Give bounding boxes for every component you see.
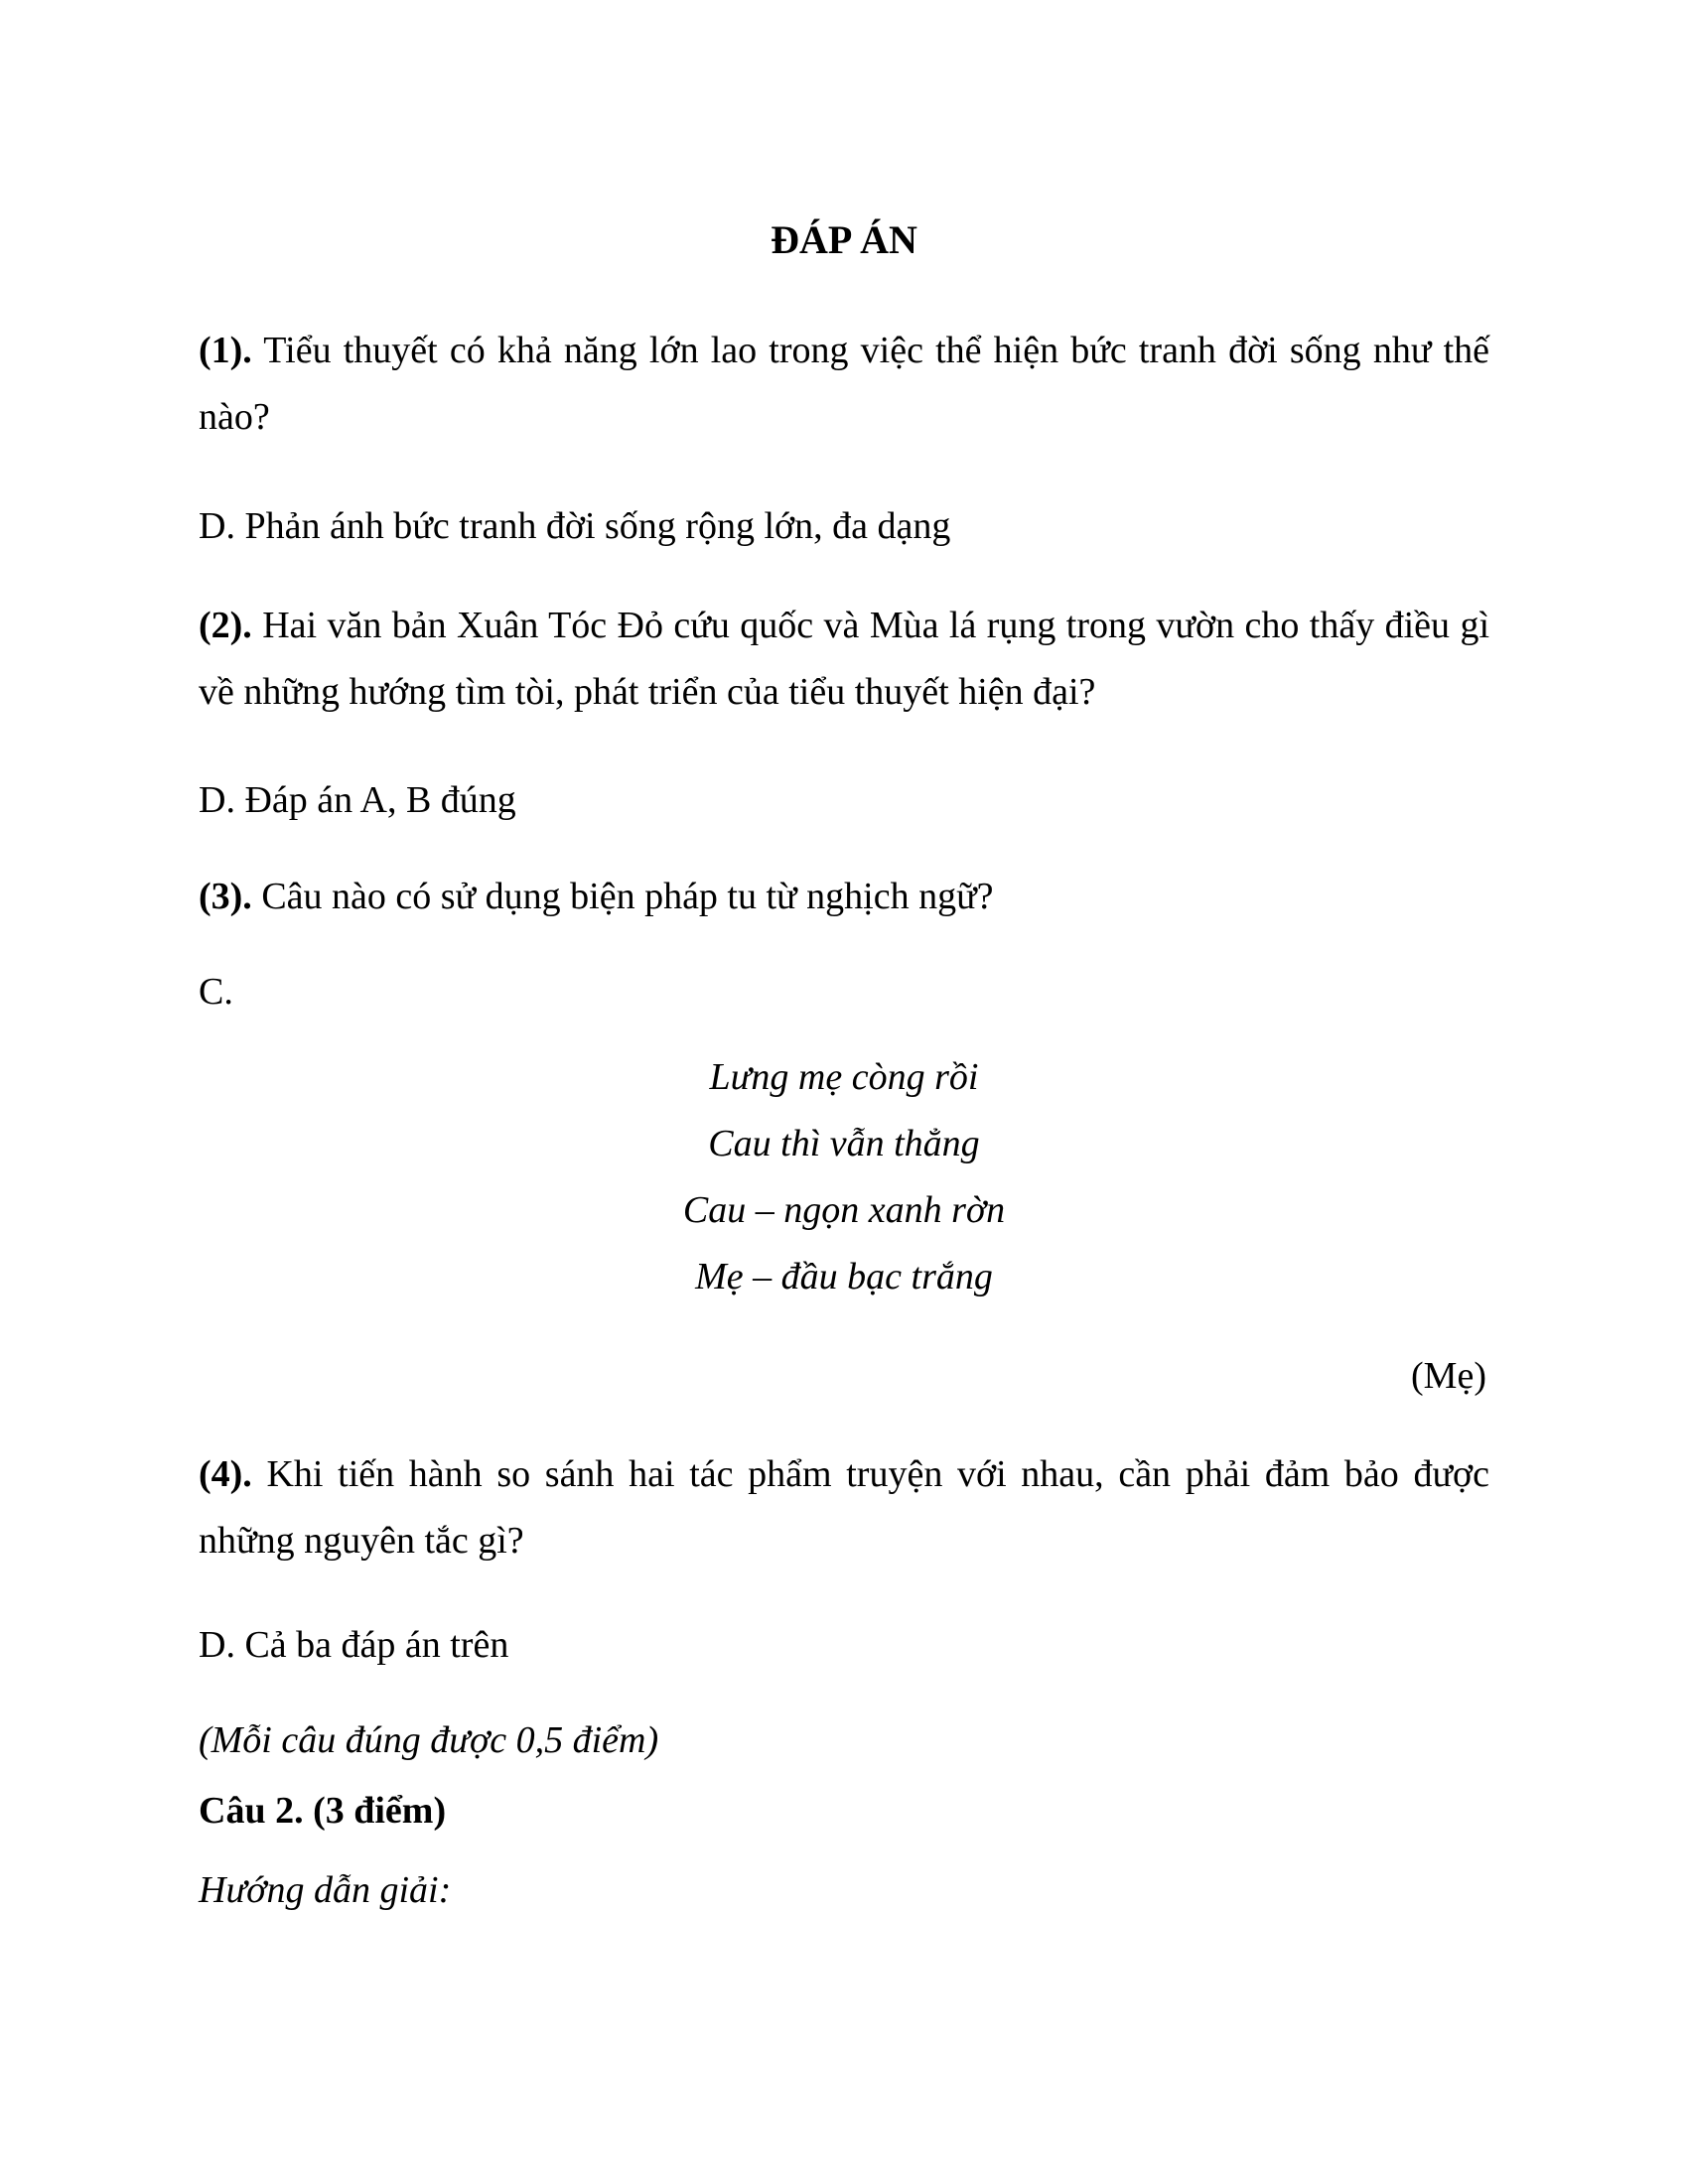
question-number: (3). bbox=[199, 876, 252, 917]
answer-1: D. Phản ánh bức tranh đời sống rộng lớn, đa dạng bbox=[199, 505, 951, 547]
page-title: ĐÁP ÁN bbox=[771, 217, 917, 262]
question-4 bbox=[199, 1441, 1489, 1574]
poem-line: Cau thì vẫn thẳng bbox=[708, 1123, 980, 1164]
question-2 bbox=[199, 593, 1489, 726]
poem-line: Mẹ – đầu bạc trắng bbox=[695, 1256, 993, 1297]
poem-source: (Mẹ) bbox=[1411, 1355, 1486, 1397]
score-note: (Mỗi câu đúng được 0,5 điểm) bbox=[199, 1719, 659, 1761]
guide-label: Hướng dẫn giải: bbox=[199, 1869, 452, 1911]
question-number: (1). bbox=[199, 330, 252, 371]
question-number: (2). bbox=[199, 605, 252, 646]
poem-line: Cau – ngọn xanh rờn bbox=[682, 1189, 1006, 1231]
answer-2: D. Đáp án A, B đúng bbox=[199, 779, 516, 821]
section-heading: Câu 2. (3 điểm) bbox=[199, 1790, 447, 1832]
answer-4: D. Cả ba đáp án trên bbox=[199, 1624, 509, 1666]
poem-line: Lưng mẹ còng rồi bbox=[709, 1056, 979, 1098]
question-text: Hai văn bản Xuân Tóc Đỏ cứu quốc và Mùa lá rụng trong vườn cho thấy điều gì về những hướng tìm tòi, phát triển của tiểu thuyết hiện đại? bbox=[199, 605, 1489, 713]
question-text: Tiểu thuyết có khả năng lớn lao trong việc thể hiện bức tranh đời sống như thế nào? bbox=[199, 330, 1489, 438]
question-text: Câu nào có sử dụng biện pháp tu từ nghịch ngữ? bbox=[251, 876, 994, 917]
answer-3: C. bbox=[199, 971, 233, 1013]
question-number: (4). bbox=[199, 1453, 252, 1495]
question-1 bbox=[199, 318, 1489, 451]
question-text: Khi tiến hành so sánh hai tác phẩm truyện với nhau, cần phải đảm bảo được những nguyên tắc gì? bbox=[199, 1453, 1489, 1562]
question-3 bbox=[199, 864, 1489, 930]
